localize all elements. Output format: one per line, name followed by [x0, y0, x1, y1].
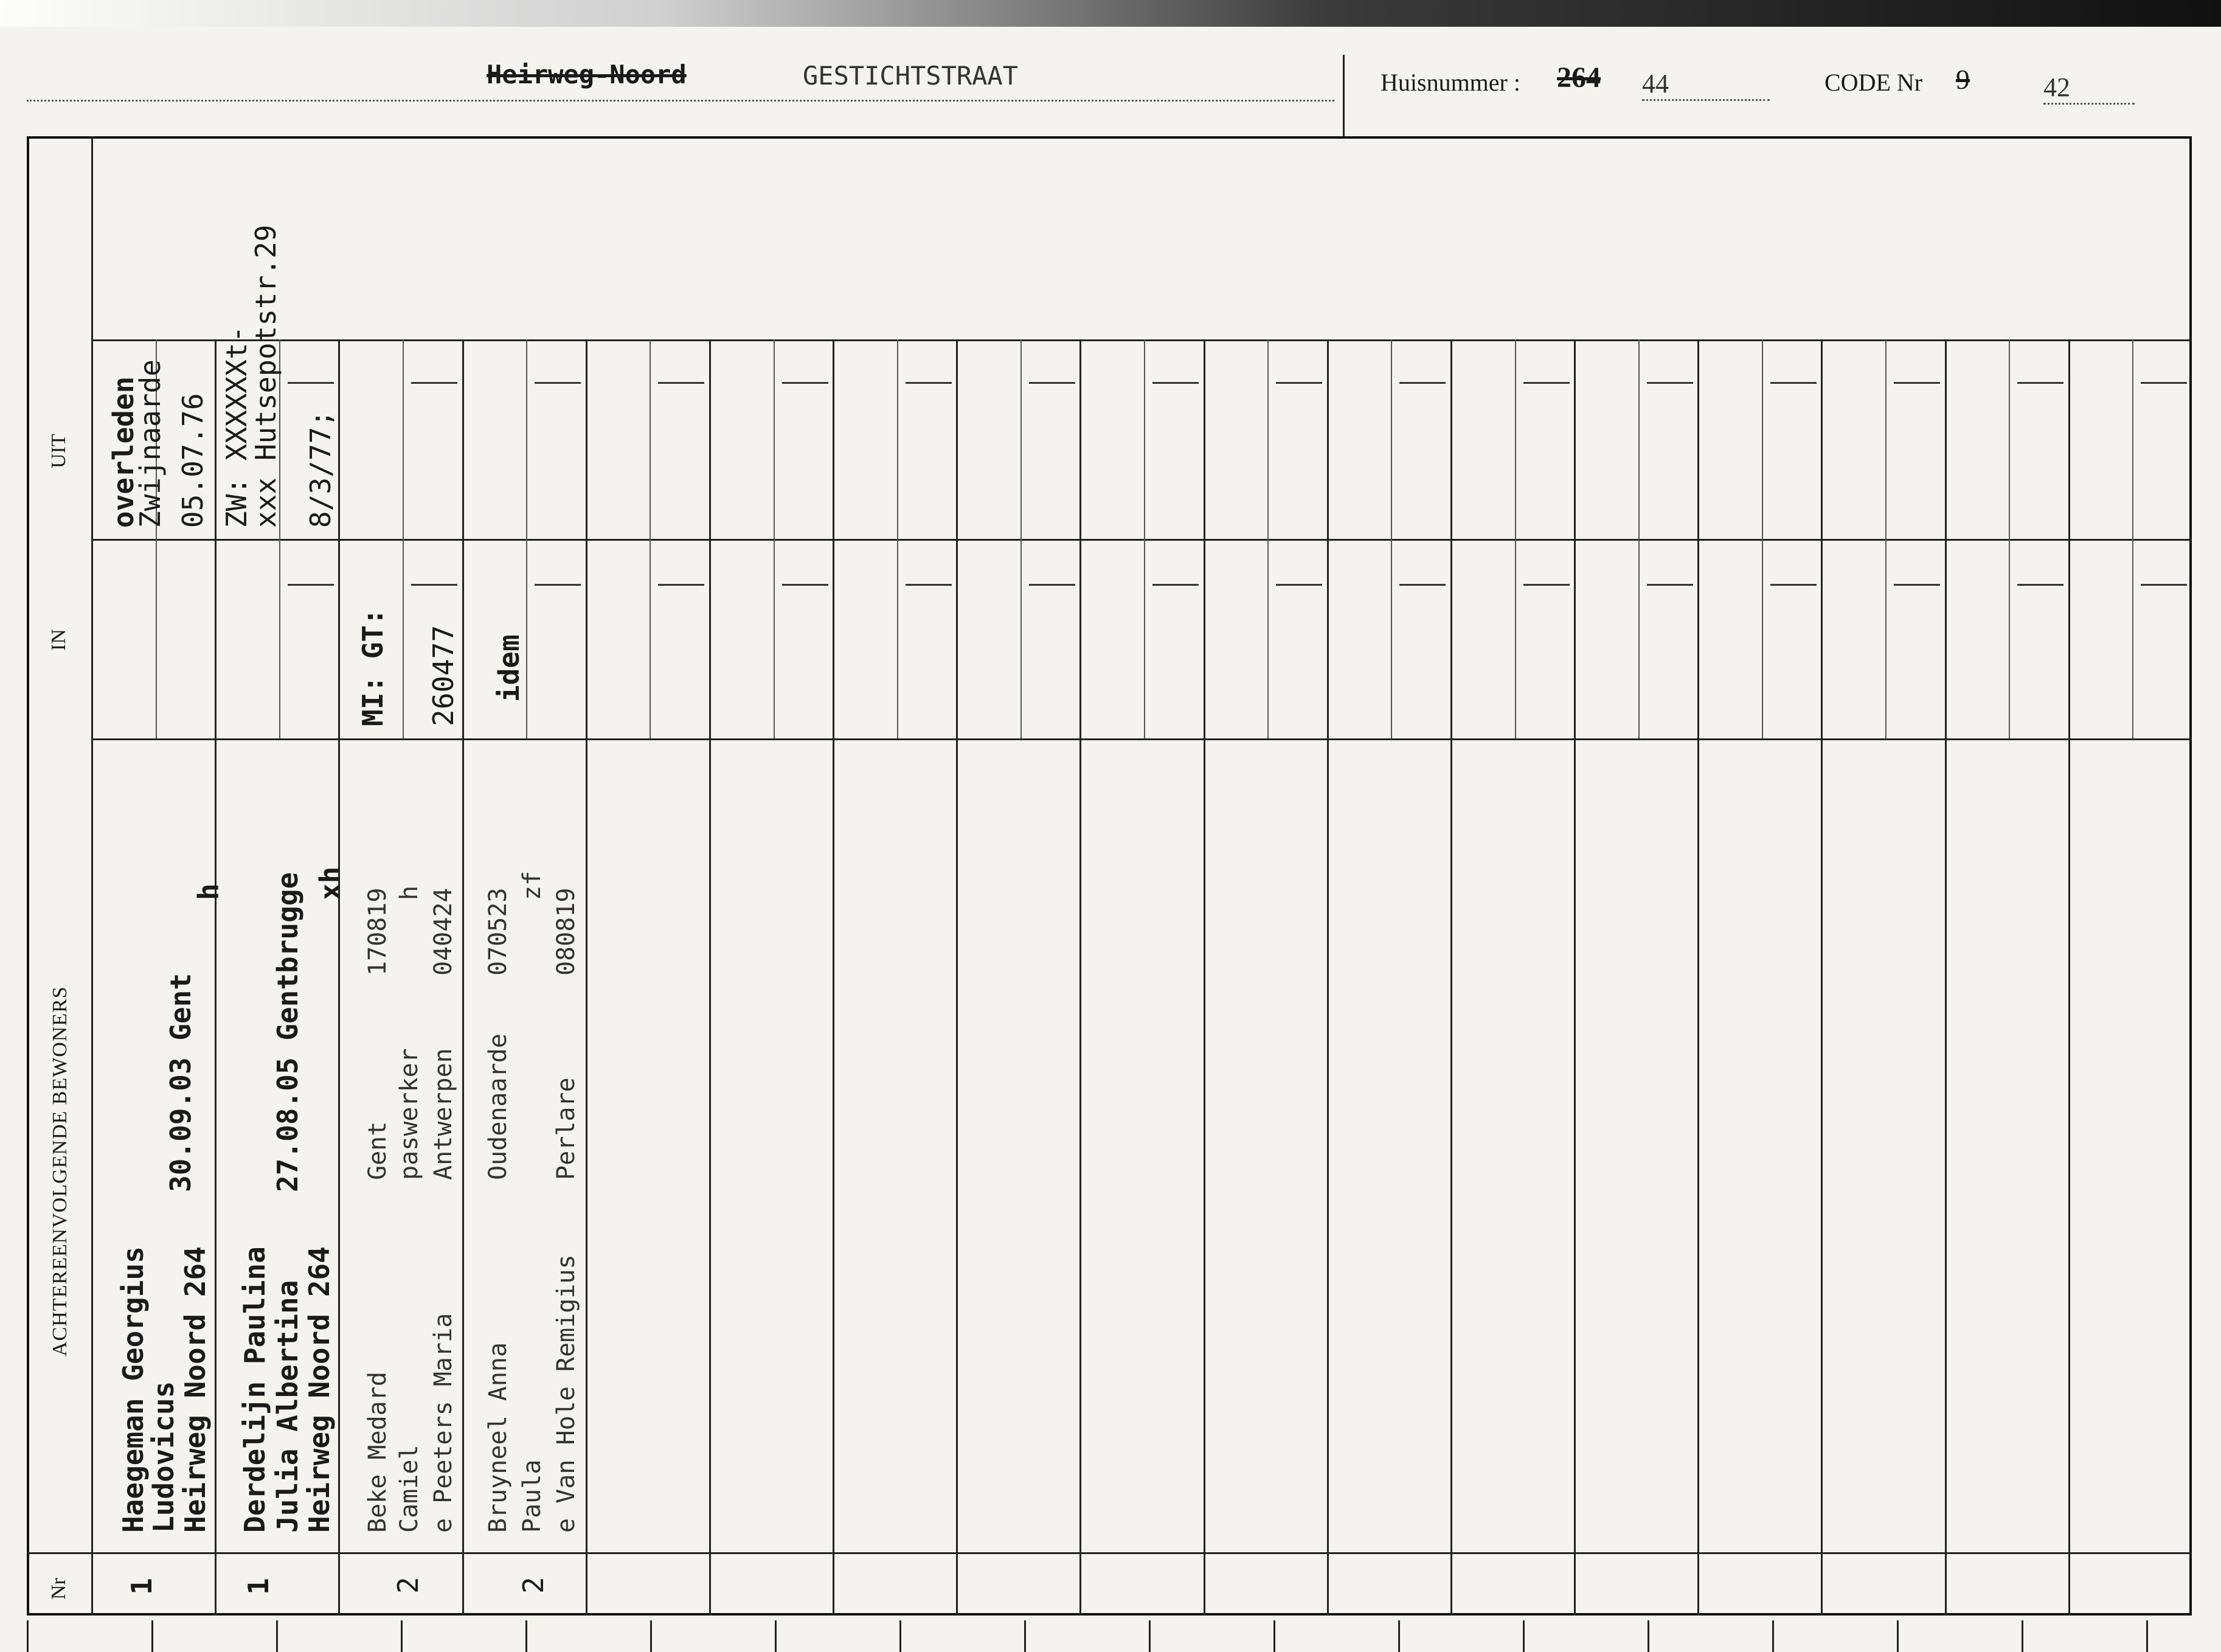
sub-divider: [1638, 539, 1640, 738]
tick-mark: [1648, 1620, 1649, 1652]
sub-divider: [526, 539, 527, 738]
empty-dash: [1894, 382, 1940, 384]
sub-divider: [650, 339, 651, 539]
sub-divider: [1391, 339, 1392, 539]
house-number: 44: [1642, 68, 1770, 101]
in-top-line: [91, 539, 2192, 541]
empty-dash: [535, 382, 581, 384]
tick-mark: [2022, 1620, 2023, 1652]
code-number: 42: [2043, 72, 2135, 105]
sub-divider: [156, 539, 157, 738]
tick-mark: [1149, 1620, 1151, 1652]
tick-mark: [2146, 1620, 2148, 1652]
empty-dash: [906, 584, 952, 586]
record-3-in-line-1: MI: GT:: [356, 608, 389, 726]
record-1-line-2: Ludovicus: [147, 1381, 180, 1533]
record-2-uit-line-2: xxx Hutsepotstr.29: [249, 224, 282, 528]
sub-divider: [403, 539, 404, 738]
empty-dash: [1647, 382, 1693, 384]
tick-mark: [525, 1620, 527, 1652]
record-2-line-1: Derdelijn Paulina: [238, 1246, 271, 1533]
sub-divider: [526, 339, 527, 539]
empty-dash: [288, 382, 334, 384]
column-divider: [2068, 339, 2070, 1616]
old-street-name: Heirweg-Noord: [487, 60, 687, 89]
record-2-uit-date: 8/3/77;: [304, 410, 337, 528]
record-4-code-3: 080819: [552, 887, 580, 976]
column-divider: [1327, 339, 1329, 1616]
record-3-code-2: h: [395, 885, 423, 900]
tick-mark: [775, 1620, 777, 1652]
sub-divider: [897, 539, 898, 738]
sub-divider: [1391, 539, 1392, 738]
nr-top-line: [27, 1552, 2192, 1554]
record-2-mark: xh: [314, 866, 347, 900]
record-1-uit-date: 05.07.76: [176, 393, 209, 528]
empty-dash: [2141, 382, 2187, 384]
column-divider: [1204, 339, 1205, 1616]
tick-mark: [401, 1620, 403, 1652]
tick-mark: [899, 1620, 901, 1652]
column-divider: [1574, 339, 1576, 1616]
tick-mark: [1523, 1620, 1525, 1652]
record-2-birth: 27.08.05 Gentbrugge: [271, 872, 304, 1192]
column-divider: [1821, 339, 1823, 1616]
tick-mark: [1772, 1620, 1774, 1652]
sub-divider: [1638, 339, 1640, 539]
empty-dash: [2141, 584, 2187, 586]
record-3-code-1: 170819: [364, 887, 392, 976]
empty-dash: [1770, 382, 1817, 384]
sub-divider: [1762, 339, 1763, 539]
sub-divider: [279, 539, 280, 738]
residents-label: ACHTEREENVOLGENDE BEWONERS: [49, 986, 71, 1356]
tick-mark: [650, 1620, 652, 1652]
record-4-info-3: Perlare: [552, 1077, 580, 1180]
record-4-line-2: Paula: [518, 1459, 546, 1533]
tick-mark: [276, 1620, 278, 1652]
record-1-mark: h: [192, 883, 225, 900]
empty-dash: [1152, 382, 1199, 384]
empty-dash: [2017, 382, 2063, 384]
empty-dash: [1399, 584, 1446, 586]
tick-mark: [1398, 1620, 1400, 1652]
record-1-birth: 30.09.03 Gent: [164, 973, 197, 1192]
sub-divider: [1020, 339, 1022, 539]
sub-divider: [1020, 539, 1022, 738]
record-1-nr: 1: [125, 1578, 158, 1595]
record-4-info-1: Oudenaarde: [484, 1033, 512, 1180]
record-3-nr: 2: [392, 1577, 424, 1594]
sub-divider: [2009, 539, 2010, 738]
empty-dash: [1276, 584, 1322, 586]
sub-divider: [1762, 539, 1763, 738]
label-column-divider: [91, 136, 93, 1616]
sub-divider: [1144, 539, 1145, 738]
house-number-label: Huisnummer :: [1381, 69, 1520, 96]
sub-divider: [2009, 339, 2010, 539]
empty-dash: [1399, 382, 1446, 384]
in-label: IN: [47, 629, 70, 651]
empty-dash: [782, 382, 828, 384]
sub-divider: [1885, 539, 1887, 738]
sub-divider: [2132, 539, 2133, 738]
column-divider: [1450, 339, 1452, 1616]
record-4-line-3: e Van Hole Remigius: [552, 1254, 580, 1533]
empty-dash: [782, 584, 828, 586]
tick-mark: [27, 1620, 29, 1652]
sub-divider: [403, 339, 404, 539]
empty-dash: [288, 584, 334, 586]
record-1-uit-line-1: overleden: [107, 376, 140, 528]
empty-dash: [658, 584, 704, 586]
record-2-nr: 1: [242, 1578, 275, 1595]
empty-dash: [535, 584, 581, 586]
empty-dash: [906, 382, 952, 384]
sub-divider: [1515, 339, 1516, 539]
residents-top-line: [91, 738, 2192, 740]
empty-dash: [411, 382, 457, 384]
uit-top-line: [91, 339, 2192, 341]
column-divider: [215, 339, 217, 1616]
record-3-info-2: paswerker: [395, 1048, 423, 1180]
sub-divider: [2132, 339, 2133, 539]
record-2-uit-line-1: ZW: XXXXXXt-: [220, 325, 253, 528]
tick-mark: [1024, 1620, 1026, 1652]
header-divider: [1343, 55, 1345, 137]
column-divider: [1945, 339, 1947, 1616]
code-label: CODE Nr: [1824, 69, 1923, 96]
sub-divider: [1267, 539, 1269, 738]
record-1-uit-line-2: Zwijnaarde: [134, 359, 167, 528]
empty-dash: [658, 382, 704, 384]
record-2-line-3: Heirweg Noord 264: [303, 1246, 336, 1533]
nr-label: Nr: [47, 1578, 70, 1600]
sub-divider: [1144, 339, 1145, 539]
record-4-code-1: 070523: [484, 887, 512, 976]
register-table: [27, 136, 2192, 1616]
column-divider: [1697, 339, 1699, 1616]
tick-mark: [1897, 1620, 1899, 1652]
record-3-line-2: Camiel: [395, 1445, 423, 1533]
record-4-code-2: zf: [518, 870, 546, 900]
column-divider: [833, 339, 834, 1616]
empty-dash: [411, 584, 457, 586]
empty-dash: [1523, 584, 1570, 586]
empty-dash: [1029, 584, 1075, 586]
empty-dash: [1152, 584, 1199, 586]
empty-dash: [1770, 584, 1817, 586]
record-2-line-2: Julia Albertina: [271, 1280, 304, 1533]
scan-top-edge: [0, 0, 2221, 27]
record-3-line-1: Beke Medard: [364, 1372, 392, 1533]
record-4-nr: 2: [517, 1577, 550, 1594]
empty-dash: [1523, 382, 1570, 384]
record-3-info-1: Gent: [364, 1121, 392, 1180]
sub-divider: [1267, 339, 1269, 539]
uit-label: UIT: [47, 434, 70, 468]
empty-dash: [1647, 584, 1693, 586]
sub-divider: [650, 539, 651, 738]
old-code: 9: [1956, 64, 1970, 95]
empty-dash: [1276, 382, 1322, 384]
record-1-line-1: Haegeman Georgius: [117, 1246, 150, 1533]
record-1-line-3: Heirweg Noord 264: [179, 1246, 212, 1533]
sub-divider: [1885, 339, 1887, 539]
tick-mark: [151, 1620, 153, 1652]
sub-divider: [1515, 539, 1516, 738]
column-divider: [338, 339, 340, 1616]
column-divider: [462, 339, 464, 1616]
tick-mark: [1273, 1620, 1275, 1652]
sub-divider: [774, 339, 775, 539]
column-divider: [586, 339, 587, 1616]
record-4-line-1: Bruyneel Anna: [484, 1342, 512, 1533]
empty-dash: [1894, 584, 1940, 586]
column-divider: [956, 339, 958, 1616]
record-3-code-3: 040424: [429, 887, 457, 976]
column-divider: [1079, 339, 1081, 1616]
column-divider: [709, 339, 711, 1616]
record-3-line-3: e Peeters Maria: [429, 1313, 457, 1533]
record-3-info-3: Antwerpen: [429, 1048, 457, 1180]
sub-divider: [774, 539, 775, 738]
record-4-in-line-1: idem: [493, 634, 525, 702]
record-3-in-date: 260477: [427, 625, 460, 726]
sub-divider: [897, 339, 898, 539]
street-name: GESTICHTSTRAAT: [803, 61, 1019, 91]
empty-dash: [2017, 584, 2063, 586]
empty-dash: [1029, 382, 1075, 384]
old-house-number: 264: [1557, 61, 1601, 94]
